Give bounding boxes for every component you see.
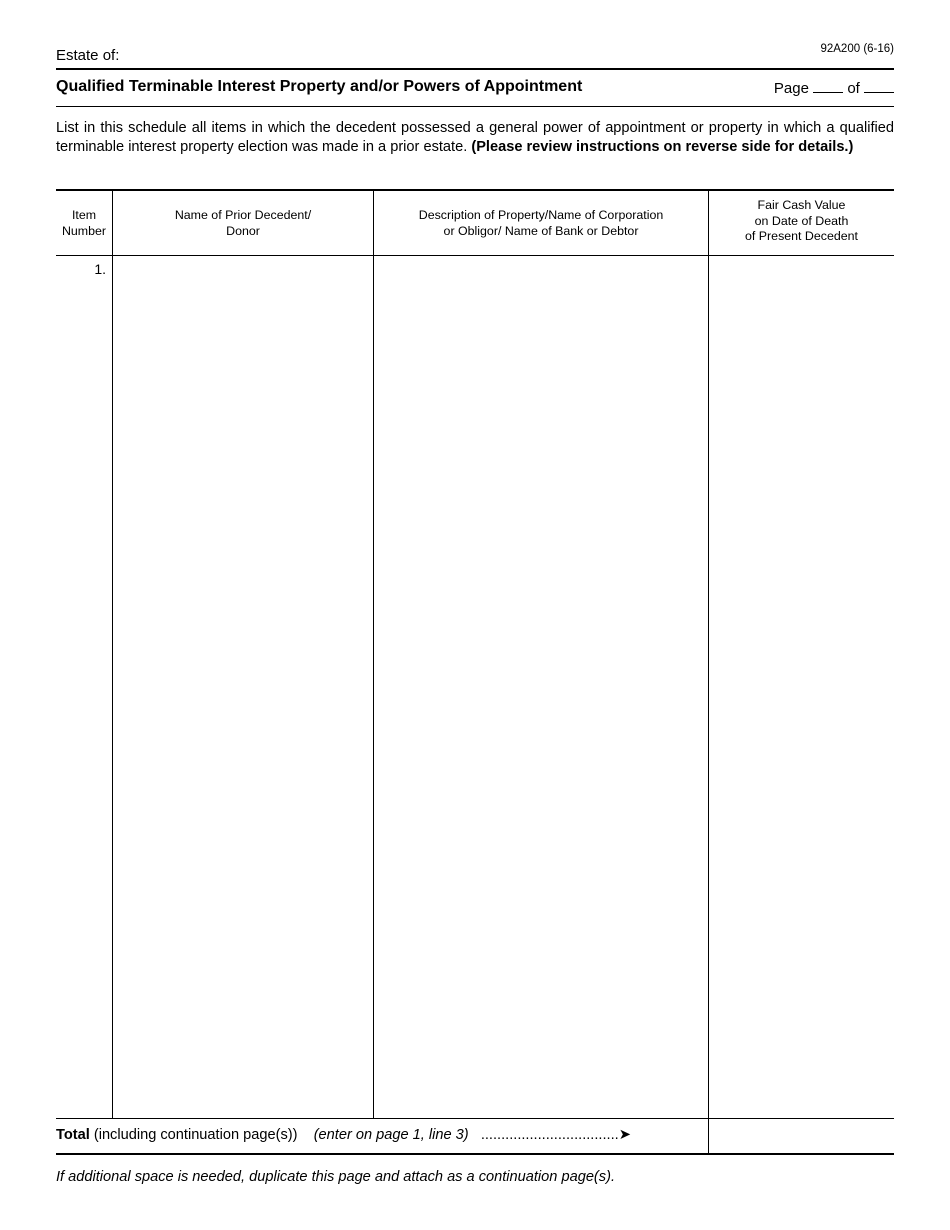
continuation-note: If additional space is needed, duplicate this page and attach as a continuation page(s). [56,1169,616,1185]
header-line: of Present Decedent [745,229,858,243]
header-line: Item [71,208,97,222]
total-row-label [56,1126,631,1143]
instructions-bold-text: (Please review instructions on reverse side for details.) [471,139,854,155]
of-label: of [847,80,860,97]
header-line: or Obligor/ Name of Bank or Debtor [443,223,639,238]
total-value-field[interactable] [709,1119,894,1153]
instructions-paragraph [56,119,894,157]
header-line: Description of Property/Name of Corporation [418,208,664,222]
header-line: Name of Prior Decedent/ [174,208,312,222]
column-header-fair-cash-value [709,198,894,245]
column-header-item-number [56,208,112,239]
total-label: Total [56,1127,90,1143]
item-number: 1. [94,261,106,277]
column-header-description [374,208,708,239]
header-line: Fair Cash Value [757,198,846,212]
header-line: on Date of Death [754,213,849,228]
total-instruction: (enter on page 1, line 3) [313,1127,469,1143]
page-number-blank[interactable] [813,78,843,93]
page-total-blank[interactable] [864,78,894,93]
column-header-prior-decedent [113,208,373,239]
estate-of-label: Estate of: [56,47,120,64]
total-leader: .................................. [480,1127,619,1143]
header-line: Donor [226,223,260,238]
title-rule [56,106,894,107]
prior-decedent-field[interactable] [113,256,373,1118]
total-paren: (including continuation page(s)) [93,1127,298,1143]
total-bottom-rule [56,1153,894,1155]
table-top-rule [56,189,894,191]
property-description-field[interactable] [374,256,708,1118]
form-title: Qualified Terminable Interest Property and/or Powers of Appointment [56,78,583,95]
header-line: Number [61,223,107,238]
fair-cash-value-field[interactable] [709,256,894,1118]
instructions-text: List in this schedule all items in which the decedent possessed a general power of appointment or property in which a qualified terminable interest property election was made in a prior estate. [56,120,894,155]
page-label: Page [773,80,809,97]
arrow-icon: ➤ [618,1127,631,1143]
form-number: 92A200 (6-16) [820,43,894,55]
page-number-field [774,78,894,97]
header-rule [56,68,894,70]
